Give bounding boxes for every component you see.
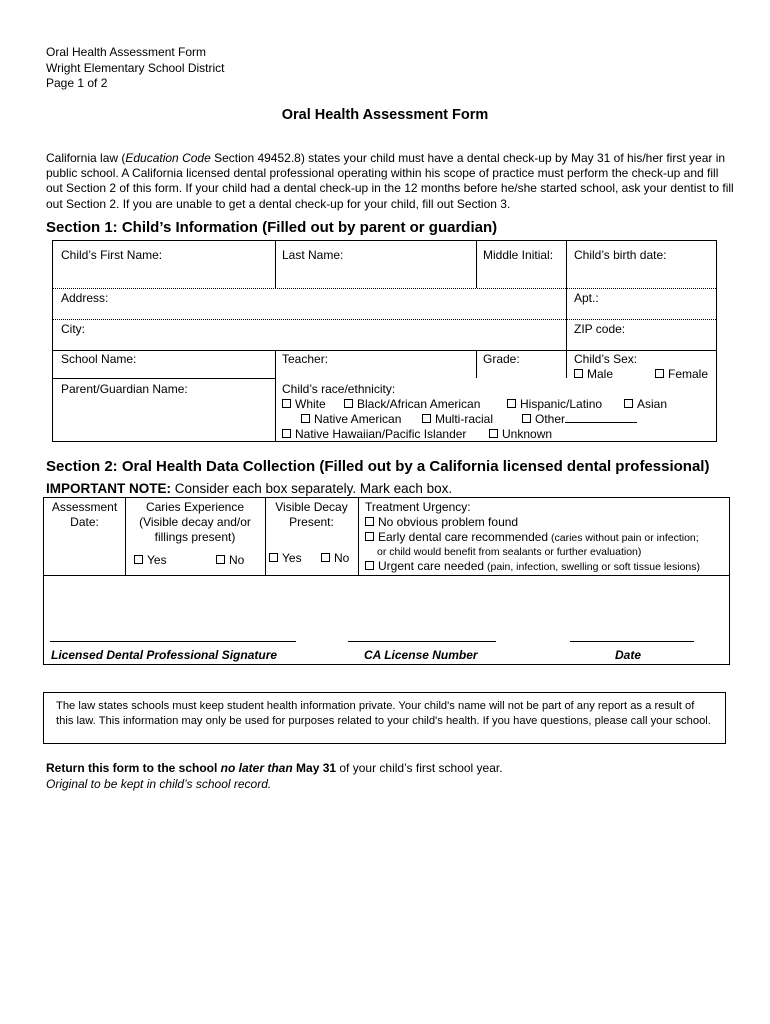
section2-heading: Section 2: Oral Health Data Collection (Filled out by a California licensed dental professional) [46,458,710,475]
urgency-urgent-care-option[interactable]: Urgent care needed (pain, infection, swelling or soft tissue lesions) [365,559,700,575]
caries-header: Caries Experience (Visible decay and/or fillings present) [139,500,251,544]
header-district: Wright Elementary School District [46,60,225,75]
section1-heading: Section 1: Child’s Information (Filled out by parent or guardian) [46,219,498,236]
caries-no-option[interactable]: No [216,553,244,568]
assessment-date-field[interactable]: Assessment Date: [51,500,118,529]
apt-field[interactable]: Apt.: [574,291,599,305]
city-field[interactable]: City: [61,322,85,336]
race-hispanic-option[interactable]: Hispanic/Latino [507,397,602,412]
intro-paragraph: California law (Education Code Section 49452.8) states your child must have a dental check-up by May 31 of his/her first year in public school. A California licensed dental professional operating within his scope of practice must perform the check-up and fill out Section 2 of this form. If your child had a dental check-up in the 12 months before he/she started school, ask your dentist to fill out Section 2. If you are unable to get a dental check-up for your child, fill out Section 3. [46,151,734,211]
sex-label: Child’s Sex: [574,352,638,366]
decay-yes-option[interactable]: Yes [269,551,302,566]
license-line[interactable] [348,641,496,642]
privacy-notice: The law states schools must keep student health information private. Your child's name will not be part of any report as a result of this law. This information may only be used for purposes related to your child's health. If you have questions, please call your school. [43,692,726,744]
sex-female-option[interactable]: Female [655,367,708,382]
checkbox-icon [422,414,431,423]
checkbox-icon [507,399,516,408]
urgency-early-care-option[interactable]: Early dental care recommended (caries without pain or infection; [365,530,699,546]
other-blank-line[interactable] [565,412,637,423]
birth-date-field[interactable]: Child’s birth date: [574,248,667,262]
zip-field[interactable]: ZIP code: [574,322,626,336]
race-hawaiian-option[interactable]: Native Hawaiian/Pacific Islander [282,427,466,442]
race-asian-option[interactable]: Asian [624,397,667,412]
race-multiracial-option[interactable]: Multi-racial [422,412,493,427]
parent-name-field[interactable]: Parent/Guardian Name: [61,382,188,396]
first-name-field[interactable]: Child’s First Name: [61,248,163,262]
checkbox-icon [365,561,374,570]
race-black-option[interactable]: Black/African American [344,397,480,412]
race-native-american-option[interactable]: Native American [301,412,401,427]
urgency-no-problem-option[interactable]: No obvious problem found [365,515,518,530]
child-info-table [52,240,717,442]
race-other-option[interactable]: Other [522,412,637,427]
decay-no-option[interactable]: No [321,551,349,566]
checkbox-icon [624,399,633,408]
license-label: CA License Number [364,648,478,662]
last-name-field[interactable]: Last Name: [282,248,344,262]
checkbox-icon [574,369,583,378]
checkbox-icon [365,532,374,541]
checkbox-icon [365,517,374,526]
school-name-field[interactable]: School Name: [61,352,137,366]
header-form-name: Oral Health Assessment Form [46,45,207,59]
signature-label: Licensed Dental Professional Signature [51,648,278,662]
race-unknown-option[interactable]: Unknown [489,427,552,442]
document-header [46,45,225,92]
education-code: Education Code [125,151,211,165]
address-field[interactable]: Address: [61,291,109,305]
race-label: Child’s race/ethnicity: [282,382,396,396]
sex-male-option[interactable]: Male [574,367,613,382]
checkbox-icon [134,555,143,564]
checkbox-icon [301,414,310,423]
dental-data-table [43,497,730,665]
middle-initial-field[interactable]: Middle Initial: [483,248,554,262]
caries-yes-option[interactable]: Yes [134,553,167,568]
checkbox-icon [489,429,498,438]
checkbox-icon [522,414,531,423]
visible-decay-header: Visible Decay Present: [275,500,348,529]
date-line[interactable] [570,641,694,642]
teacher-field[interactable]: Teacher: [282,352,329,366]
checkbox-icon [655,369,664,378]
page-title: Oral Health Assessment Form [281,107,489,123]
race-white-option[interactable]: White [282,397,326,412]
checkbox-icon [282,429,291,438]
checkbox-icon [282,399,291,408]
urgency-label: Treatment Urgency: [365,500,471,514]
return-instructions: Return this form to the school no later than May 31 of your child’s first school year. Original to be kept in child’s school record. [46,761,503,791]
signature-line[interactable] [50,641,296,642]
grade-field[interactable]: Grade: [483,352,520,366]
header-page-number: Page 1 of 2 [46,76,108,90]
checkbox-icon [344,399,353,408]
checkbox-icon [216,555,225,564]
urgency-early-care-note: or child would benefit from sealants or further evaluation) [377,546,642,558]
checkbox-icon [321,553,330,562]
important-note: IMPORTANT NOTE: Consider each box separately. Mark each box. [46,481,453,496]
checkbox-icon [269,553,278,562]
date-label: Date [615,648,642,662]
